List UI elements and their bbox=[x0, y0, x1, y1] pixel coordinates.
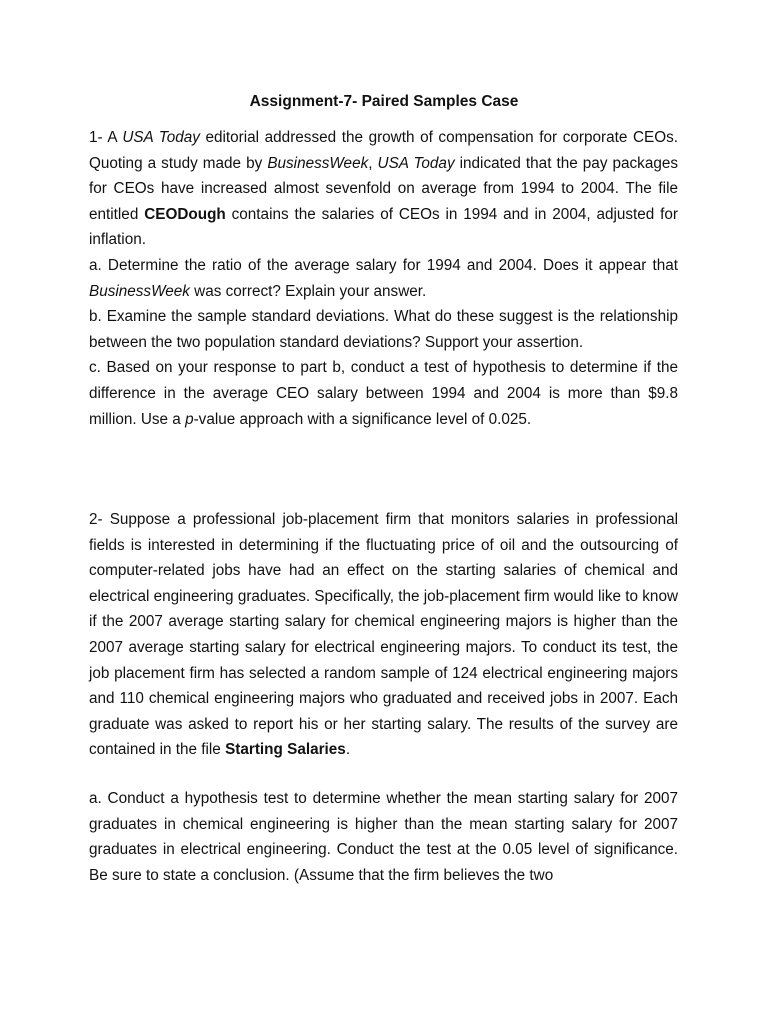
text-run: USA Today bbox=[377, 154, 455, 172]
text-run: , bbox=[368, 154, 378, 172]
text-run: . bbox=[345, 741, 351, 759]
text-run: Starting Salaries bbox=[225, 741, 346, 759]
text-run: BusinessWeek bbox=[267, 154, 369, 172]
text-run: BusinessWeek bbox=[89, 282, 190, 300]
question-1 bbox=[89, 125, 678, 432]
text-run: c. Based on your response to part b, conduct a test of hypothesis to determine if the difference in the average CEO salary between 1994 and 2004 is more than $9.8 million. Use a bbox=[89, 359, 678, 428]
text-run: indicated that the pay packages for CEOs have increased almost sevenfold on average from 1994 to 2004. The file entitled bbox=[89, 154, 678, 223]
question-1-part-b bbox=[89, 304, 678, 355]
text-run: -value approach with a significance level of 0.025. bbox=[193, 410, 532, 428]
text-run: CEODough bbox=[144, 205, 226, 223]
question-2-intro bbox=[89, 507, 678, 763]
text-run: editorial addressed the growth of compensation for corporate CEOs. Quoting a study made by bbox=[89, 129, 678, 172]
text-run: b. Examine the sample standard deviations. What do these suggest is the relationship between the two population standard deviations? Support your assertion. bbox=[89, 308, 678, 351]
text-run: a. Determine the ratio of the average salary for 1994 and 2004. Does it appear that bbox=[89, 256, 678, 274]
question-2 bbox=[89, 507, 678, 763]
question-2-part-a-block bbox=[89, 786, 678, 888]
question-1-part-c bbox=[89, 355, 678, 432]
text-run: a. Conduct a hypothesis test to determine whether the mean starting salary for 2007 graduates in chemical engineering is higher than the mean starting salary for 2007 graduates in electrical engineering. Conduct the test at the 0.05 level of significance. Be sure to state a conclusion. (Assume that the firm believes the two bbox=[89, 790, 678, 884]
page-title: Assignment-7- Paired Samples Case bbox=[249, 93, 519, 110]
text-run: contains the salaries of CEOs in 1994 and in 2004, adjusted for inflation. bbox=[89, 205, 678, 249]
text-run: p bbox=[185, 410, 194, 428]
question-1-part-a bbox=[89, 253, 678, 304]
text-run: 1- A bbox=[89, 129, 123, 146]
text-run: USA Today bbox=[122, 129, 200, 146]
question-2-part-a bbox=[89, 786, 678, 888]
text-run: was correct? Explain your answer. bbox=[189, 282, 427, 300]
question-1-intro bbox=[89, 125, 678, 253]
text-run: 2- Suppose a professional job-placement firm that monitors salaries in professional fields is interested in determining if the fluctuating price of oil and the outsourcing of computer-related jobs have had an effect on the starting salaries of chemical and electrical engineering graduates. Specifically, the job-placement firm would like to know if the 2007 average starting salary for chemical engineering majors is higher than the 2007 average starting salary for electrical engineering majors. To conduct its test, the job placement firm has selected a random sample of 124 electrical engineering majors and 110 chemical engineering majors who graduated and received jobs in 2007. Each graduate was asked to report his or her starting salary. The results of the survey are contained in the file bbox=[89, 511, 678, 759]
